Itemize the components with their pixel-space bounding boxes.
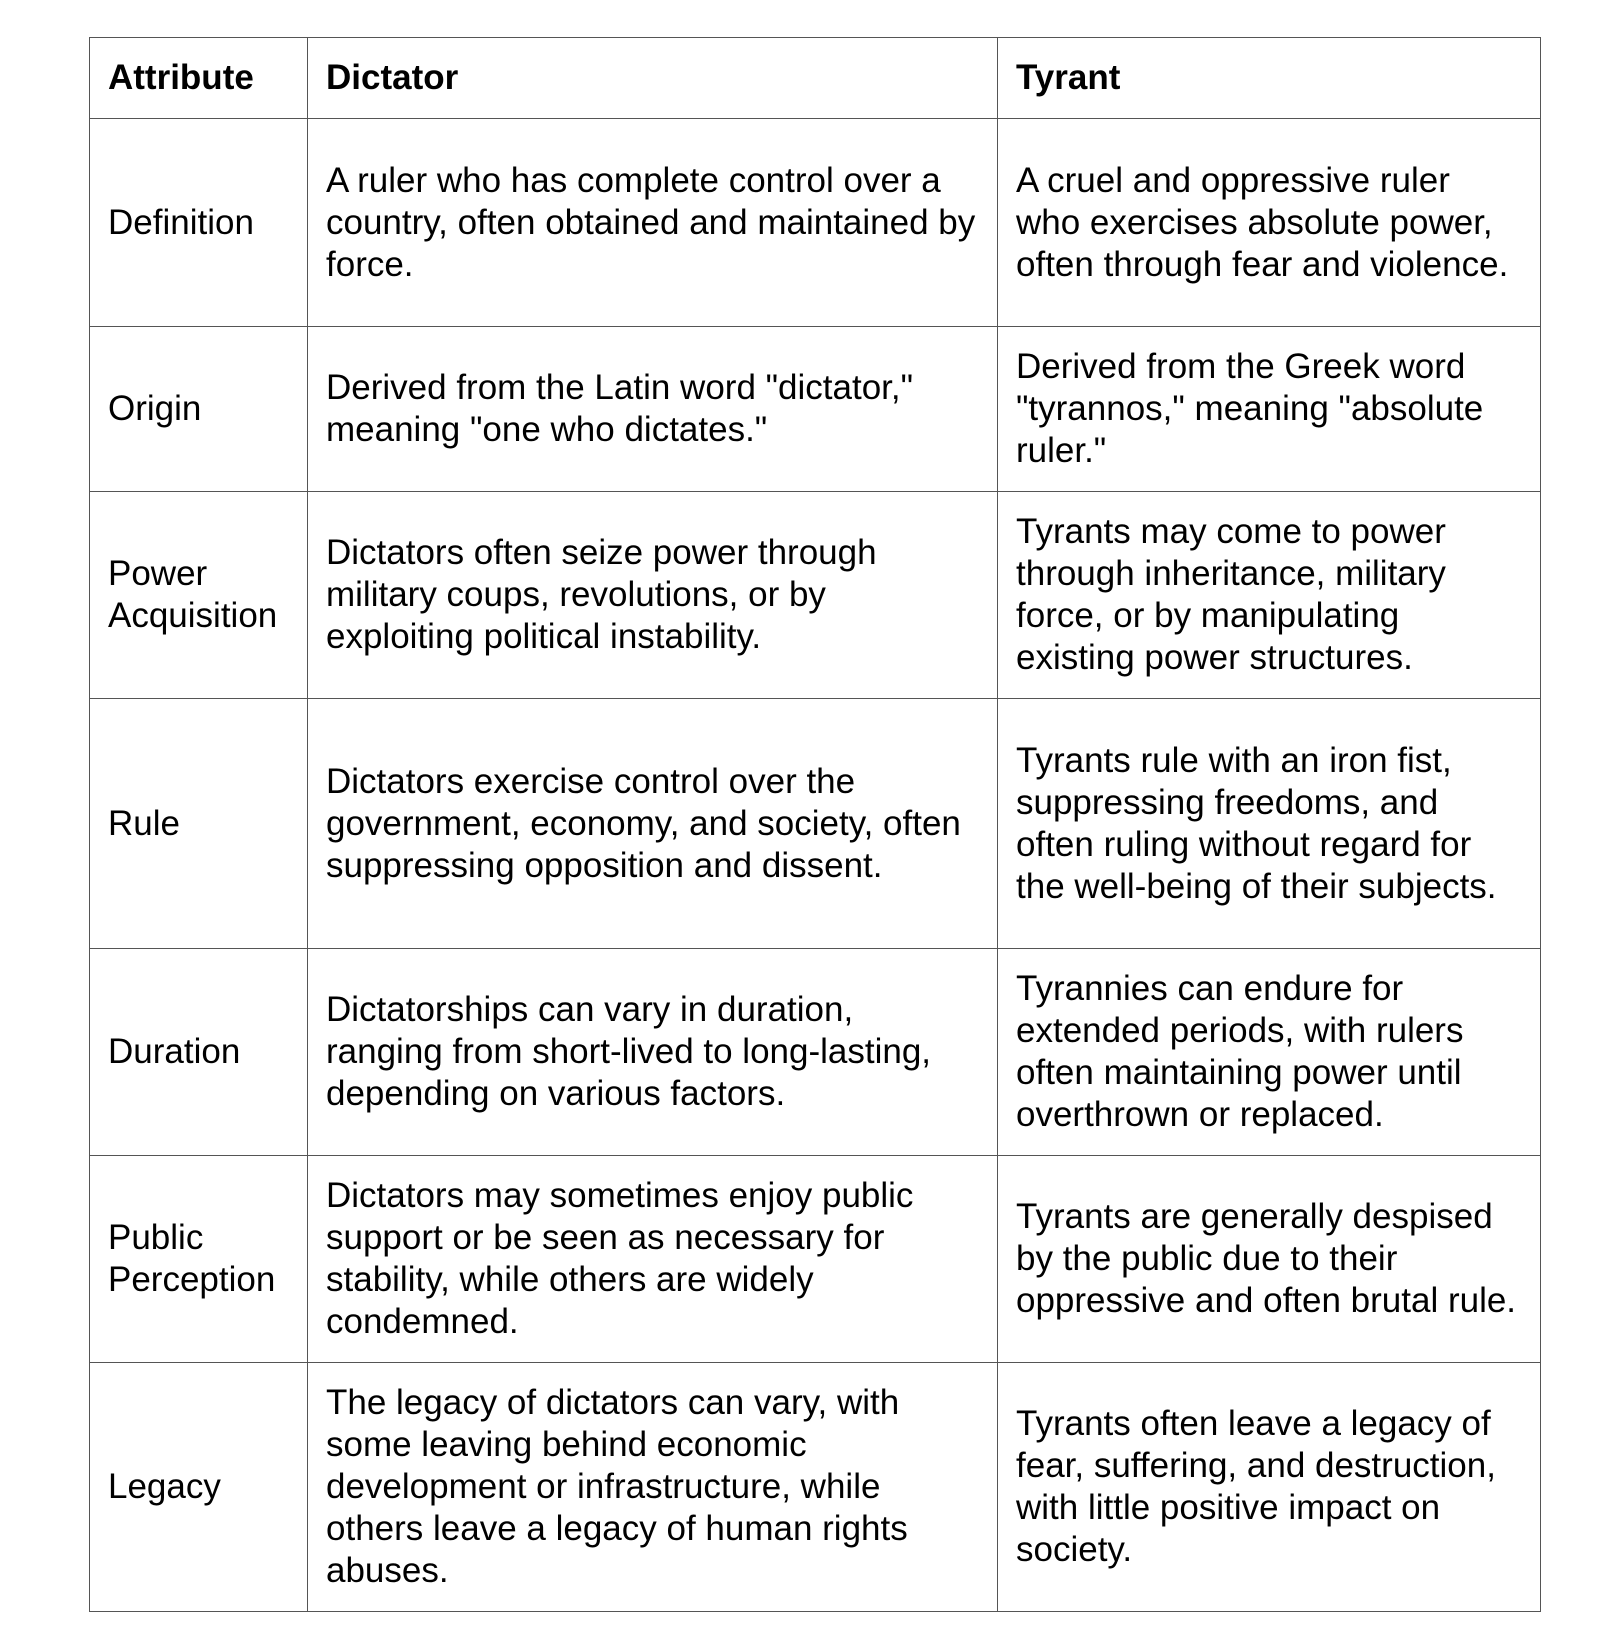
- dictator-cell: A ruler who has complete control over a country, often obtained and maintained by force.: [308, 119, 998, 327]
- tyrant-cell: Tyrants may come to power through inheritance, military force, or by manipulating existing power structures.: [998, 492, 1541, 699]
- dictator-cell: Dictators may sometimes enjoy public support or be seen as necessary for stability, while others are widely condemned.: [308, 1156, 998, 1363]
- table-header-row: [90, 38, 1541, 119]
- table-row: [90, 699, 1541, 949]
- dictator-cell: Dictators often seize power through military coups, revolutions, or by exploiting political instability.: [308, 492, 998, 699]
- attribute-cell: Legacy: [90, 1363, 308, 1612]
- table-row: [90, 1363, 1541, 1612]
- table-row: [90, 327, 1541, 492]
- attribute-cell: Origin: [90, 327, 308, 492]
- attribute-cell: Power Acquisition: [90, 492, 308, 699]
- dictator-cell: The legacy of dictators can vary, with some leaving behind economic development or infrastructure, while others leave a legacy of human rights abuses.: [308, 1363, 998, 1612]
- tyrant-cell: Tyrants rule with an iron fist, suppressing freedoms, and often ruling without regard for the well-being of their subjects.: [998, 699, 1541, 949]
- comparison-table: [89, 37, 1541, 1612]
- header-tyrant: Tyrant: [998, 38, 1541, 119]
- comparison-table-container: [89, 37, 1540, 1612]
- dictator-cell: Derived from the Latin word "dictator," meaning "one who dictates.": [308, 327, 998, 492]
- attribute-cell: Rule: [90, 699, 308, 949]
- tyrant-cell: Tyrants are generally despised by the public due to their oppressive and often brutal rule.: [998, 1156, 1541, 1363]
- attribute-cell: Public Perception: [90, 1156, 308, 1363]
- header-dictator: Dictator: [308, 38, 998, 119]
- attribute-cell: Duration: [90, 949, 308, 1156]
- table-row: [90, 1156, 1541, 1363]
- tyrant-cell: Tyrants often leave a legacy of fear, suffering, and destruction, with little positive impact on society.: [998, 1363, 1541, 1612]
- table-row: [90, 119, 1541, 327]
- dictator-cell: Dictators exercise control over the government, economy, and society, often suppressing opposition and dissent.: [308, 699, 998, 949]
- tyrant-cell: A cruel and oppressive ruler who exercises absolute power, often through fear and violence.: [998, 119, 1541, 327]
- table-row: [90, 949, 1541, 1156]
- tyrant-cell: Tyrannies can endure for extended periods, with rulers often maintaining power until overthrown or replaced.: [998, 949, 1541, 1156]
- tyrant-cell: Derived from the Greek word "tyrannos," meaning "absolute ruler.": [998, 327, 1541, 492]
- header-attribute: Attribute: [90, 38, 308, 119]
- attribute-cell: Definition: [90, 119, 308, 327]
- dictator-cell: Dictatorships can vary in duration, ranging from short-lived to long-lasting, depending on various factors.: [308, 949, 998, 1156]
- table-row: [90, 492, 1541, 699]
